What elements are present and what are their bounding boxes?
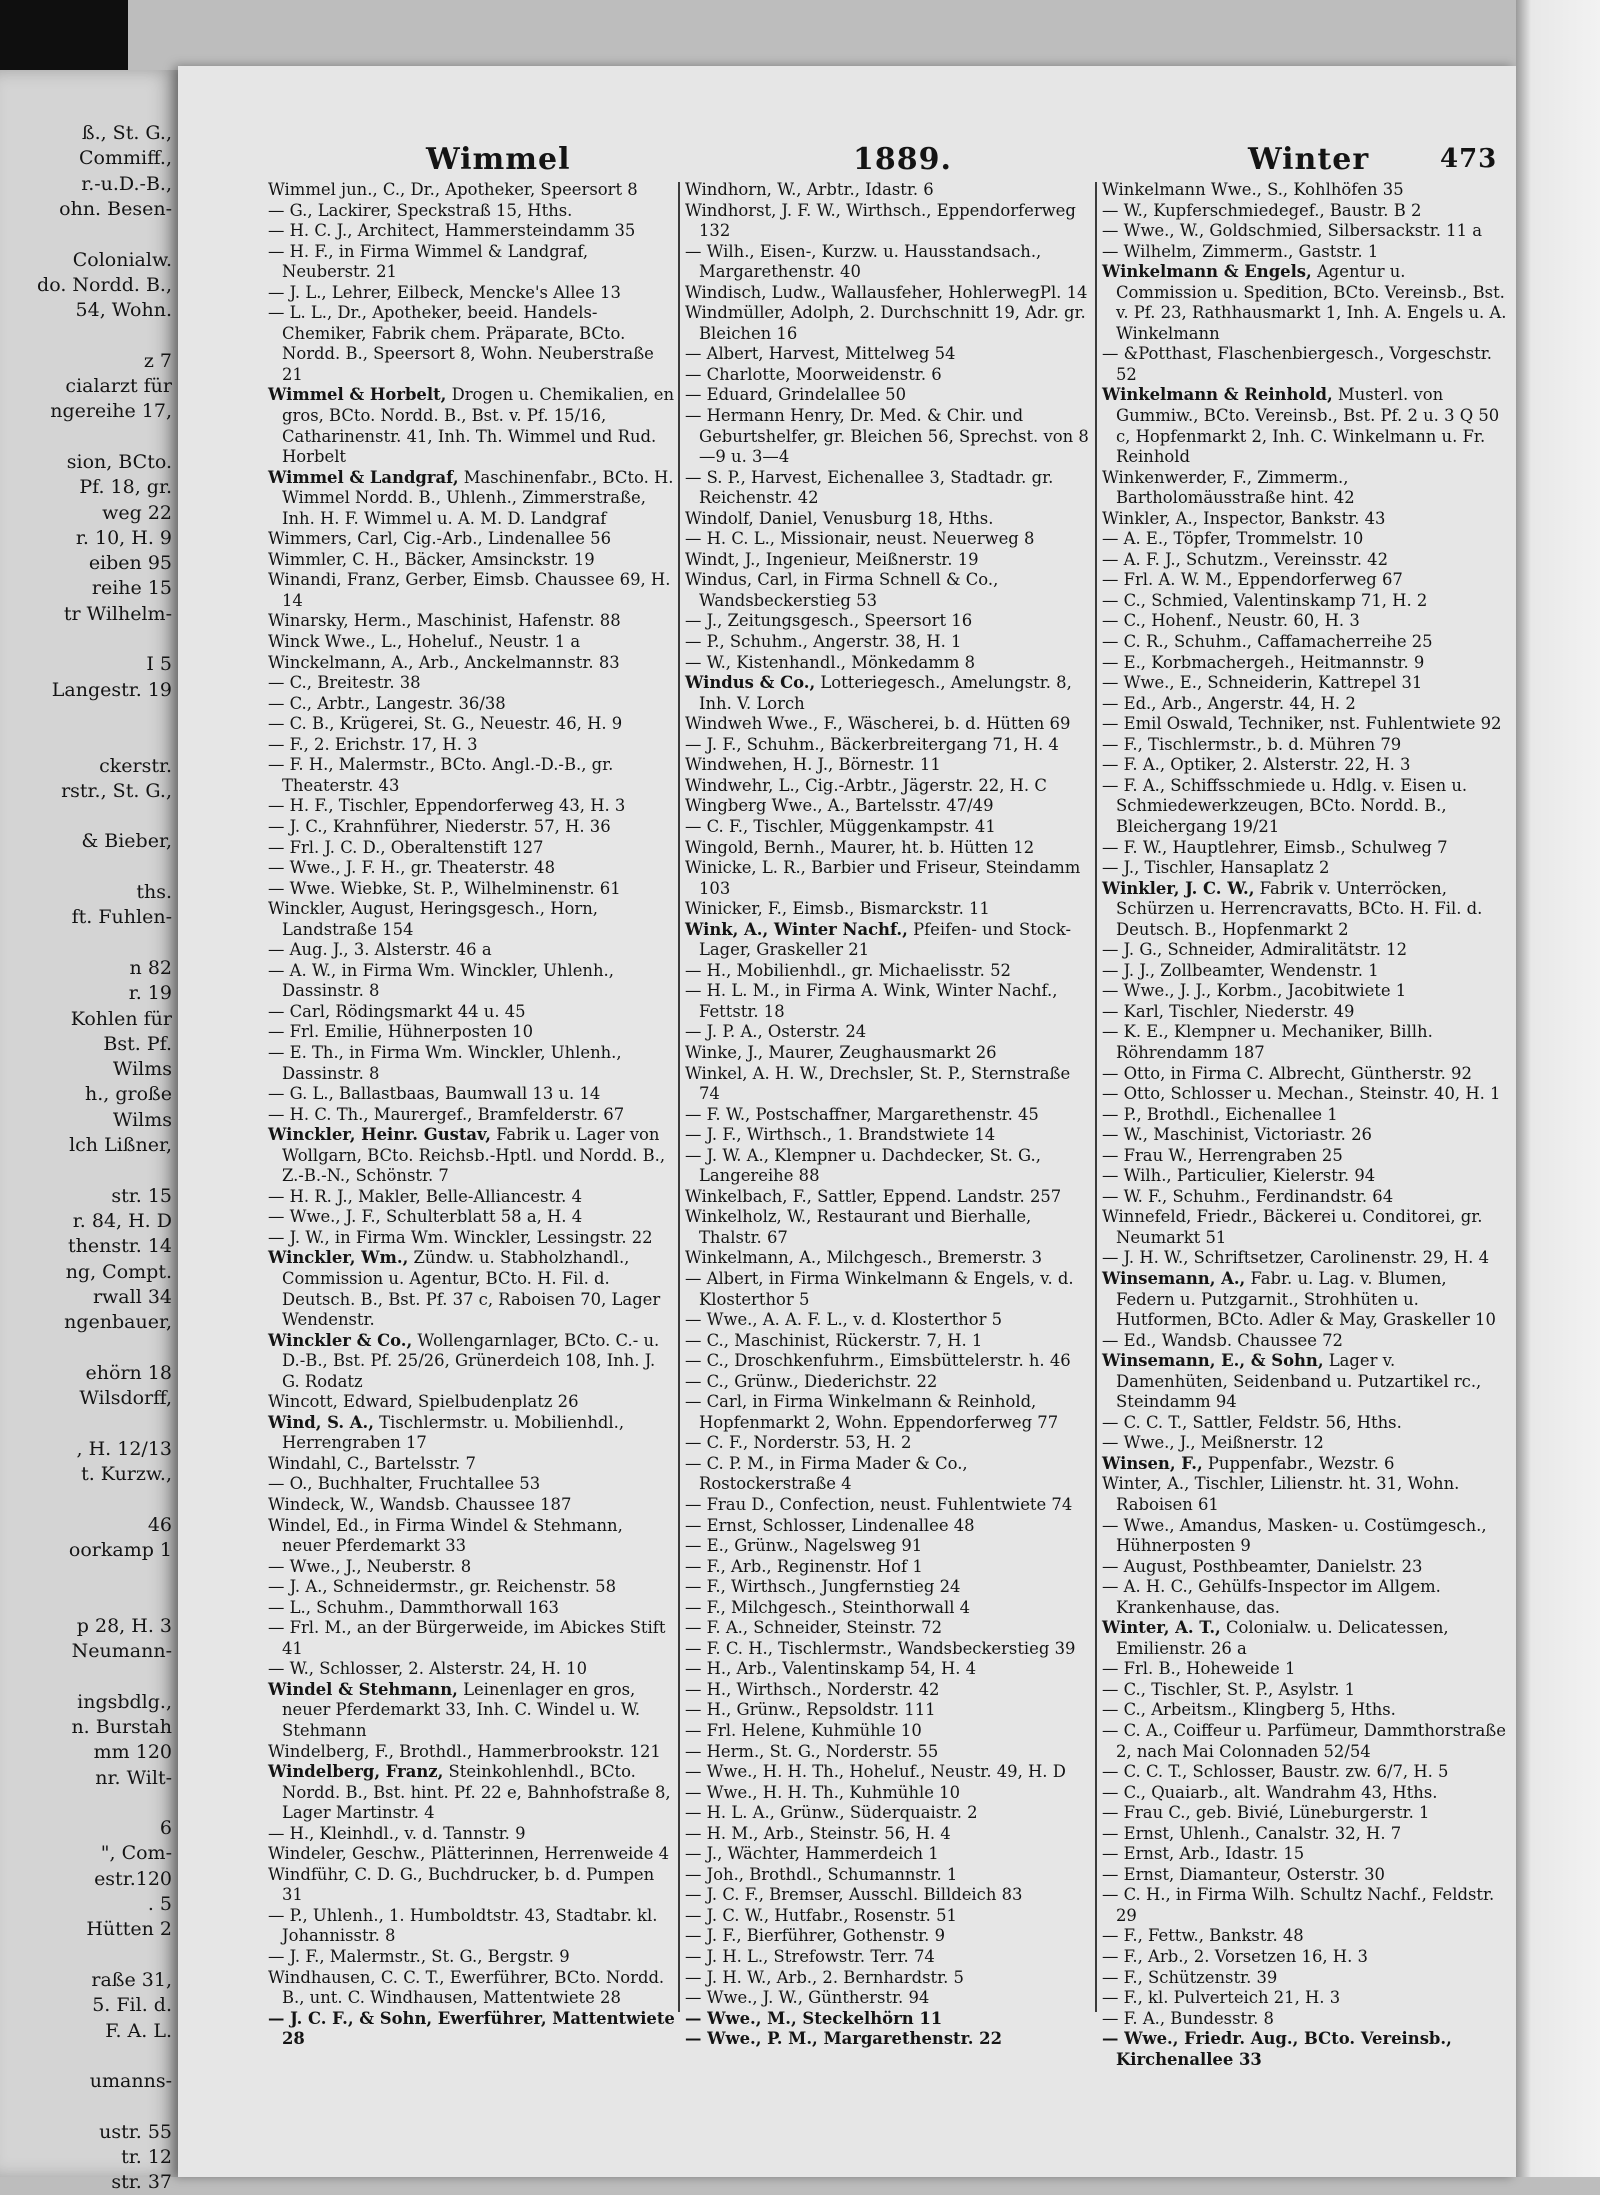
directory-entry: — J. H. W., Schriftsetzer, Carolinenstr. 29, H. 4: [1102, 1248, 1490, 1268]
left-page-line: thenstr. 14: [68, 1235, 172, 1258]
left-page-line: Wilms: [112, 1058, 172, 1081]
directory-entry: Wingberg Wwe., A., Bartelsstr. 47/49: [685, 796, 994, 816]
directory-entry: — C. C. T., Schlosser, Baustr. zw. 6/7, H. 5: [1102, 1762, 1449, 1782]
scan-black-corner: [0, 0, 128, 70]
directory-entry: — J. H. L., Strefowstr. Terr. 74: [685, 1947, 935, 1967]
directory-entry: — J. F., Malermstr., St. G., Bergstr. 9: [268, 1947, 570, 1967]
left-page-line: ß., St. G.,: [81, 122, 172, 144]
directory-entry: — Frl. B., Hoheweide 1: [1102, 1659, 1296, 1679]
directory-entry: Winckler, August, Heringsgesch., Horn, Landstraße 154: [268, 899, 598, 939]
left-page-line: h., große: [85, 1083, 172, 1106]
directory-entry: Wimmel & Horbelt, Drogen u. Chemikalien, en gros, BCto. Nordd. B., Bst. v. Pf. 15/16, Catharinenstr. 41, Inh. Th. Wimmel und Rud. Horbelt: [268, 385, 675, 467]
directory-entry: Windeck, W., Wandsb. Chaussee 187: [268, 1495, 572, 1514]
directory-entry: — A. H. C., Gehülfs-Inspector im Allgem. Krankenhause, das.: [1102, 1577, 1441, 1617]
directory-entry: Wimmers, Carl, Cig.-Arb., Lindenallee 56: [268, 529, 612, 549]
left-page-line: cialarzt für: [65, 375, 172, 397]
directory-entry: — J. C. F., Bremser, Ausschl. Billdeich 83: [685, 1885, 1023, 1905]
directory-entry: — August, Posthbeamter, Danielstr. 23: [1102, 1556, 1423, 1576]
directory-entry: — Wwe., P. M., Margarethenstr. 22: [685, 2029, 1002, 2049]
left-page-line: Kohlen für: [70, 1007, 172, 1030]
directory-entry: — Frl. M., an der Bürgerweide, im Abickes Stift 41: [268, 1618, 666, 1658]
directory-entry: — G. L., Ballastbaas, Baumwall 13 u. 14: [268, 1084, 601, 1104]
directory-entry: — H. C. Th., Maurergef., Bramfelderstr. 67: [268, 1104, 625, 1124]
directory-entry: — Wwe., Friedr. Aug., BCto. Vereinsb., Kirchenallee 33: [1102, 2029, 1452, 2069]
left-page-line: n. Burstah: [71, 1715, 172, 1738]
left-page-line: weg 22: [102, 501, 172, 524]
directory-entry: Winicke, L. R., Barbier und Friseur, Steindamm 103: [685, 858, 1081, 898]
directory-entry: — C. C. T., Sattler, Feldstr. 56, Hths.: [1102, 1412, 1402, 1432]
directory-entry: — Wwe., E., Schneiderin, Kattrepel 31: [1102, 673, 1423, 693]
directory-entry: Winckler, Wm., Zündw. u. Stabholzhandl., Commission u. Agentur, BCto. H. Fil. d. Deutsch. B., Bst. Pf. 37 c, Raboisen 70, Lager Wendenstr.: [268, 1248, 661, 1330]
directory-entry: — P., Brothdl., Eichenallee 1: [1102, 1104, 1338, 1124]
directory-entry: — F. A., Schiffsschmiede u. Hdlg. v. Eisen u. Schmiedewerkzeugen, BCto. Nordd. B., Bleichergang 19/21: [1102, 775, 1468, 836]
directory-entry: — H. F., Tischler, Eppendorferweg 43, H. 3: [268, 796, 626, 816]
left-page-line: nr. Wilt-: [95, 1766, 172, 1789]
left-page-line: ngereihe 17,: [50, 400, 172, 423]
directory-entry: Windahl, C., Bartelsstr. 7: [268, 1453, 476, 1473]
directory-entry: Wimmler, C. H., Bäcker, Amsinckstr. 19: [268, 549, 595, 569]
directory-entry: Winsemann, E., & Sohn, Lager v. Damenhüten, Seidenband u. Putzartikel rc., Steindamm 94: [1102, 1351, 1482, 1412]
left-page-line: . 5: [147, 1893, 172, 1915]
directory-entry: — Otto, in Firma C. Albrecht, Güntherstr. 92: [1102, 1063, 1472, 1083]
directory-entry: — H., Mobilienhdl., gr. Michaelisstr. 52: [685, 960, 1011, 980]
left-page-line: Neumann-: [71, 1640, 172, 1662]
directory-entry: — Aug. J., 3. Alsterstr. 46 a: [268, 940, 492, 960]
directory-entry: Winke, J., Maurer, Zeughausmarkt 26: [685, 1042, 997, 1062]
directory-entry: — Karl, Tischler, Niederstr. 49: [1102, 1001, 1355, 1021]
directory-entry: Winkelmann, A., Milchgesch., Bremerstr. 3: [685, 1248, 1043, 1268]
left-page-line: 54, Wohn.: [75, 299, 172, 322]
directory-entry: — Wwe. Wiebke, St. P., Wilhelminenstr. 61: [268, 878, 621, 898]
directory-entry: — W., Kupferschmiedegef., Baustr. B 2: [1102, 200, 1422, 220]
directory-entry: — H. C. L., Missionair, neust. Neuerweg 8: [685, 529, 1035, 549]
directory-entry: — C., Droschkenfuhrm., Eimsbüttelerstr. h. 46: [685, 1351, 1071, 1371]
directory-entry: — F. H., Malermstr., BCto. Angl.-D.-B., gr. Theaterstr. 43: [268, 755, 614, 795]
directory-entry: — H., Wirthsch., Norderstr. 42: [685, 1679, 940, 1699]
left-page-line: sion, BCto.: [66, 450, 172, 473]
directory-entry: — Albert, in Firma Winkelmann & Engels, v. d. Klosterthor 5: [685, 1268, 1074, 1309]
directory-entry: — J., Tischler, Hansaplatz 2: [1102, 858, 1330, 878]
directory-entry: — K. E., Klempner u. Mechaniker, Billh. Röhrendamm 187: [1102, 1022, 1433, 1062]
directory-entry: — Wwe., M., Steckelhörn 11: [685, 2008, 943, 2028]
directory-entry: — E., Korbmachergeh., Heitmannstr. 9: [1102, 652, 1425, 672]
directory-entry: Windhorn, W., Arbtr., Idastr. 6: [685, 180, 934, 199]
directory-entry: — Herm., St. G., Norderstr. 55: [685, 1741, 939, 1761]
left-page-line: ustr. 55: [99, 2120, 172, 2143]
directory-entry: — H., Grünw., Repsoldstr. 111: [685, 1700, 936, 1720]
left-page-line: Wilms: [112, 1108, 172, 1131]
directory-entry: — E., Grünw., Nagelsweg 91: [685, 1536, 923, 1556]
directory-entry: — J. C., Krahnführer, Niederstr. 57, H. 36: [268, 816, 611, 836]
directory-entry: — Wwe., J. W., Güntherstr. 94: [685, 1988, 930, 2008]
directory-entry: — Ed., Arb., Angerstr. 44, H. 2: [1102, 693, 1356, 713]
left-page-line: & Bieber,: [81, 830, 172, 853]
directory-entry: — J. F., Schuhm., Bäckerbreitergang 71, H. 4: [685, 734, 1059, 754]
left-page-line: lch Lißner,: [69, 1134, 172, 1156]
directory-entry: — Hermann Henry, Dr. Med. & Chir. und Geburtshelfer, gr. Bleichen 56, Sprechst. von 8—9 u. 3—4: [685, 406, 1089, 467]
left-page-line: , H. 12/13: [76, 1437, 172, 1460]
left-page-line: p 28, H. 3: [76, 1614, 172, 1637]
left-page-line: r. 10, H. 9: [75, 526, 172, 549]
directory-entry: Windeler, Geschw., Plätterinnen, Herrenweide 4: [268, 1844, 670, 1864]
directory-entry: — F., Wirthsch., Jungfernstieg 24: [685, 1577, 961, 1597]
directory-entry: — J. C. F., & Sohn, Ewerführer, Mattentwiete 28: [268, 2008, 675, 2049]
directory-entry: — Joh., Brothdl., Schumannstr. 1: [685, 1864, 958, 1884]
directory-entry: — Wwe., J. J., Korbm., Jacobitwiete 1: [1102, 981, 1407, 1001]
directory-entry: — Frl. A. W. M., Eppendorferweg 67: [1102, 570, 1403, 590]
directory-entry: — F., 2. Erichstr. 17, H. 3: [268, 734, 478, 754]
directory-entry: Wingold, Bernh., Maurer, ht. b. Hütten 12: [685, 837, 1035, 857]
left-page-line: 46: [147, 1513, 172, 1536]
left-page-line: eiben 95: [88, 552, 172, 575]
directory-entry: — H., Kleinhdl., v. d. Tannstr. 9: [268, 1823, 526, 1843]
directory-entry: — J. A., Schneidermstr., gr. Reichenstr. 58: [268, 1577, 617, 1597]
left-page-line: ng, Compt.: [65, 1260, 172, 1283]
directory-entry: — Frau W., Herrengraben 25: [1102, 1145, 1343, 1165]
directory-entry: — H. R. J., Makler, Belle-Alliancestr. 4: [268, 1186, 583, 1206]
left-page-line: ngenbauer,: [64, 1311, 172, 1334]
directory-entry: — C. B., Krügerei, St. G., Neuestr. 46, H. 9: [268, 714, 623, 734]
directory-entry: Windus & Co., Lotteriegesch., Amelungstr. 8, Inh. V. Lorch: [685, 673, 1072, 713]
directory-entry: — C., Breitestr. 38: [268, 673, 421, 693]
directory-entry: — Wwe., J. F., Schulterblatt 58 a, H. 4: [268, 1207, 583, 1227]
directory-entry: — H., Arb., Valentinskamp 54, H. 4: [685, 1659, 977, 1679]
directory-entry: — O., Buchhalter, Fruchtallee 53: [268, 1474, 541, 1494]
directory-entry: Winarsky, Herm., Maschinist, Hafenstr. 88: [268, 611, 621, 631]
directory-entry: Wimmel jun., C., Dr., Apotheker, Speersort 8: [268, 180, 638, 199]
directory-entry: Windel, Ed., in Firma Windel & Stehmann, neuer Pferdemarkt 33: [268, 1515, 623, 1556]
left-page-line: Hütten 2: [86, 1918, 172, 1941]
directory-entry: — C., Arbtr., Langestr. 36/38: [268, 693, 506, 713]
directory-entry: Windus, Carl, in Firma Schnell & Co., Wandsbeckerstieg 53: [685, 570, 999, 610]
left-page-line: tr Wilhelm-: [63, 602, 172, 625]
directory-entry: — Frl. Emilie, Hühnerposten 10: [268, 1022, 534, 1042]
directory-entry: — Wwe., H. H. Th., Kuhmühle 10: [685, 1782, 961, 1802]
directory-entry: — Ed., Wandsb. Chaussee 72: [1102, 1330, 1343, 1350]
directory-entry: — C. H., in Firma Wilh. Schultz Nachf., Feldstr. 29: [1102, 1885, 1495, 1925]
directory-entry: — F. A., Bundesstr. 8: [1102, 2008, 1274, 2028]
directory-entry: — Carl, in Firma Winkelmann & Reinhold, Hopfenmarkt 2, Wohn. Eppendorferweg 77: [685, 1392, 1059, 1432]
directory-entry: — J. J., Zollbeamter, Wendenstr. 1: [1102, 960, 1379, 980]
directory-entry: Winckler & Co., Wollengarnlager, BCto. C.- u. D.-B., Bst. Pf. 25/26, Grünerdeich 108, Inh. J. G. Rodatz: [268, 1330, 660, 1391]
directory-entry: — Frau D., Confection, neust. Fuhlentwiete 74: [685, 1495, 1073, 1514]
directory-entry: — Wwe., J., Neuberstr. 8: [268, 1556, 472, 1576]
directory-entry: — W. F., Schuhm., Ferdinandstr. 64: [1102, 1186, 1394, 1206]
left-page-line: ths.: [136, 881, 172, 903]
directory-entry: — H. C. J., Architect, Hammersteindamm 35: [268, 221, 636, 241]
left-page-line: I 5: [146, 653, 172, 676]
directory-entry: — Wilh., Eisen-, Kurzw. u. Hausstandsach., Margarethenstr. 40: [685, 241, 1042, 282]
directory-entry: — F., Arb., Reginenstr. Hof 1: [685, 1556, 923, 1576]
directory-entry: — Ernst, Arb., Idastr. 15: [1102, 1844, 1305, 1864]
directory-entry: — J. F., Bierführer, Gothenstr. 9: [685, 1926, 945, 1946]
left-page-line: 6: [159, 1817, 172, 1840]
directory-entry: Winsemann, A., Fabr. u. Lag. v. Blumen, Federn u. Putzgarnit., Strohhüten u. Hutformen, BCto. Adler & May, Graskeller 10: [1102, 1268, 1496, 1330]
directory-entry: — Wwe., Amandus, Masken- u. Costümgesch., Hühnerposten 9: [1102, 1515, 1487, 1556]
directory-entry: — Wilhelm, Zimmerm., Gaststr. 1: [1102, 241, 1379, 261]
directory-entry: — L., Schuhm., Dammthorwall 163: [268, 1597, 559, 1617]
directory-entry: — H. F., in Firma Wimmel & Landgraf, Neuberstr. 21: [268, 241, 589, 282]
left-page-line: rwall 34: [92, 1285, 172, 1308]
directory-entry: — F. A., Optiker, 2. Alsterstr. 22, H. 3: [1102, 755, 1411, 775]
directory-entry: — C. R., Schuhm., Caffamacherreihe 25: [1102, 632, 1433, 652]
scan-right-margin: [1516, 0, 1600, 2177]
directory-entry: — H. L. A., Grünw., Süderquaistr. 2: [685, 1803, 978, 1823]
directory-entry: — A. W., in Firma Wm. Winckler, Uhlenh., Dassinstr. 8: [268, 960, 614, 1001]
directory-entry: — C. F., Norderstr. 53, H. 2: [685, 1433, 912, 1453]
page-number: 473: [1440, 144, 1498, 174]
directory-entry: Windel & Stehmann, Leinenlager en gros, neuer Pferdemarkt 33, Inh. C. Windel u. W. Stehmann: [268, 1679, 641, 1741]
directory-entry: Winkenwerder, F., Zimmerm., Bartholomäusstraße hint. 42: [1102, 467, 1355, 508]
directory-entry: — Wilh., Particulier, Kielerstr. 94: [1102, 1166, 1376, 1186]
directory-entry: — Wwe., A. A. F. L., v. d. Klosterthor 5: [685, 1310, 1003, 1330]
directory-entry: — C., Hohenf., Neustr. 60, H. 3: [1102, 611, 1360, 631]
directory-entry: — J., Wächter, Hammerdeich 1: [685, 1844, 939, 1864]
left-page-line: estr.120: [94, 1867, 172, 1890]
directory-entry: Winkelmann & Reinhold, Musterl. von Gummiw., BCto. Vereinsb., Bst. Pf. 2 u. 3 Q 50 c, Hopfenmarkt 2, Inh. C. Winkelmann u. Fr. Reinhold: [1102, 385, 1500, 467]
directory-entry: — J. W., in Firma Wm. Winckler, Lessingstr. 22: [268, 1227, 653, 1247]
left-page-line: do. Nordd. B.,: [37, 273, 172, 296]
directory-entry: — J. P. A., Osterstr. 24: [685, 1022, 867, 1042]
left-page-line: z 7: [143, 349, 172, 372]
column-rule: [1095, 182, 1097, 2012]
directory-entry: Windhausen, C. C. T., Ewerführer, BCto. Nordd. B., unt. C. Windhausen, Mattentwiete 28: [268, 1967, 665, 2008]
left-page-line: reihe 15: [91, 577, 172, 600]
directory-entry: Windt, J., Ingenieur, Meißnerstr. 19: [685, 549, 979, 569]
left-page-line: 5. Fil. d.: [92, 1994, 172, 2017]
left-page-line: str. 37: [111, 2171, 172, 2194]
directory-entry: Winandi, Franz, Gerber, Eimsb. Chaussee 69, H. 14: [268, 570, 671, 610]
directory-entry: Windwehr, L., Cig.-Arbtr., Jägerstr. 22, H. C: [685, 775, 1047, 795]
column-2: [685, 180, 1093, 2050]
directory-entry: — Frl. Helene, Kuhmühle 10: [685, 1721, 922, 1741]
left-page-line: t. Kurzw.,: [81, 1462, 172, 1485]
directory-entry: — A. E., Töpfer, Trommelstr. 10: [1102, 529, 1364, 549]
directory-entry: — G., Lackirer, Speckstraß 15, Hths.: [268, 200, 573, 220]
left-page-fragment: [0, 70, 178, 2194]
left-page-line: r. 84, H. D: [72, 1209, 172, 1232]
directory-entry: — F. W., Postschaffner, Margarethenstr. 45: [685, 1104, 1039, 1124]
left-page-line: Wilsdorff,: [79, 1387, 172, 1409]
directory-entry: Winkelmann & Engels, Agentur u. Commission u. Spedition, BCto. Vereinsb., Bst. v. Pf. 23, Rathhausmarkt 1, Inh. A. Engels u. A. Winkelmann: [1102, 262, 1507, 343]
directory-entry: — F., Milchgesch., Steinthorwall 4: [685, 1597, 971, 1617]
directory-entry: — C., Grünw., Diederichstr. 22: [685, 1371, 938, 1391]
left-page-line: ckerstr.: [99, 754, 172, 777]
directory-entry: — W., Kistenhandl., Mönkedamm 8: [685, 652, 976, 672]
column-rule: [678, 182, 680, 2012]
directory-entry: — F., Arb., 2. Vorsetzen 16, H. 3: [1102, 1947, 1368, 1967]
directory-entry: — J. F., Wirthsch., 1. Brandstwiete 14: [685, 1125, 996, 1145]
directory-entry: — C., Schmied, Valentinskamp 71, H. 2: [1102, 590, 1428, 610]
left-page-line: Langestr. 19: [51, 678, 172, 701]
directory-entry: Windmüller, Adolph, 2. Durchschnitt 19, Adr. gr. Bleichen 16: [685, 303, 1086, 343]
left-page-line: str. 15: [111, 1184, 172, 1207]
directory-entry: — Ernst, Diamanteur, Osterstr. 30: [1102, 1864, 1385, 1884]
directory-entry: Wind, S. A., Tischlermstr. u. Mobilienhdl., Herrengraben 17: [268, 1412, 625, 1453]
left-page-line: n 82: [129, 956, 172, 979]
left-page-line: oorkamp 1: [68, 1538, 172, 1561]
directory-entry: — J. L., Lehrer, Eilbeck, Mencke's Allee 13: [268, 282, 621, 302]
directory-entry: — Ernst, Uhlenh., Canalstr. 32, H. 7: [1102, 1823, 1402, 1843]
directory-entry: — C., Quaiarb., alt. Wandrahm 43, Hths.: [1102, 1782, 1438, 1802]
directory-entry: — C., Arbeitsm., Klingberg 5, Hths.: [1102, 1700, 1396, 1720]
left-page-line: r.-u.D.-B.,: [81, 172, 172, 195]
left-page-line: Pf. 18, gr.: [79, 476, 172, 499]
directory-entry: — J., Zeitungsgesch., Speersort 16: [685, 611, 973, 631]
directory-entry: — F. W., Hauptlehrer, Eimsb., Schulweg 7: [1102, 837, 1448, 857]
directory-entry: Wincott, Edward, Spielbudenplatz 26: [268, 1392, 579, 1412]
left-page-line: ingsbdlg.,: [77, 1690, 172, 1713]
directory-entry: — S. P., Harvest, Eichenallee 3, Stadtadr. gr. Reichenstr. 42: [685, 467, 1054, 508]
directory-entry: — C., Tischler, St. P., Asylstr. 1: [1102, 1679, 1356, 1699]
directory-entry: Winckler, Heinr. Gustav, Fabrik u. Lager von Wollgarn, BCto. Reichsb.-Hptl. und Nordd. B., Z.-B.-N., Schönstr. 7: [268, 1125, 666, 1186]
left-page-line: tr. 12: [121, 2146, 172, 2168]
directory-entry: — C. F., Tischler, Müggenkampstr. 41: [685, 816, 996, 836]
directory-entry: — F. C. H., Tischlermstr., Wandsbeckerstieg 39: [685, 1638, 1076, 1658]
directory-entry: Windweh Wwe., F., Wäscherei, b. d. Hütten 69: [685, 714, 1071, 734]
directory-entry: Winsen, F., Puppenfabr., Wezstr. 6: [1102, 1453, 1395, 1473]
directory-entry: Windführ, C. D. G., Buchdrucker, b. d. Pumpen 31: [268, 1864, 655, 1905]
directory-entry: — H. M., Arb., Steinstr. 56, H. 4: [685, 1823, 951, 1843]
left-page-line: raße 31,: [91, 1968, 172, 1991]
directory-entry: Windwehen, H. J., Börnestr. 11: [685, 755, 941, 775]
header-left-catchword: Wimmel: [426, 142, 571, 177]
directory-entry: — P., Schuhm., Angerstr. 38, H. 1: [685, 632, 962, 652]
directory-entry: Winkel, A. H. W., Drechsler, St. P., Sternstraße 74: [685, 1063, 1071, 1104]
directory-entry: — Wwe., J., Meißnerstr. 12: [1102, 1433, 1324, 1453]
left-page-line: ohn. Besen-: [59, 197, 172, 220]
directory-entry: Wink, A., Winter Nachf., Pfeifen- und Stock-Lager, Graskeller 21: [685, 919, 1072, 960]
directory-entry: — J. W. A., Klempner u. Dachdecker, St. G., Langereihe 88: [685, 1145, 1041, 1186]
directory-entry: Windisch, Ludw., Wallausfeher, HohlerwegPl. 14: [685, 282, 1088, 302]
directory-entry: Winicker, F., Eimsb., Bismarckstr. 11: [685, 899, 990, 919]
header-year: 1889.: [853, 142, 952, 177]
directory-entry: — Emil Oswald, Techniker, nst. Fuhlentwiete 92: [1102, 714, 1502, 734]
directory-entry: — F., kl. Pulverteich 21, H. 3: [1102, 1988, 1341, 2008]
directory-entry: Winter, A., Tischler, Lilienstr. ht. 31, Wohn. Raboisen 61: [1102, 1474, 1460, 1514]
left-page-line: Colonialw.: [72, 248, 172, 271]
left-page-line: mm 120: [93, 1741, 172, 1764]
directory-entry: — E. Th., in Firma Wm. Winckler, Uhlenh., Dassinstr. 8: [268, 1042, 622, 1083]
directory-entry: — C. A., Coiffeur u. Parfümeur, Dammthorstraße 2, nach Mai Colonnaden 52/54: [1102, 1721, 1506, 1761]
directory-entry: Windolf, Daniel, Venusburg 18, Hths.: [685, 508, 994, 528]
directory-entry: — Wwe., J. F. H., gr. Theaterstr. 48: [268, 858, 556, 878]
directory-entry: — &Potthast, Flaschenbiergesch., Vorgeschstr. 52: [1102, 344, 1492, 384]
directory-entry: — H. L. M., in Firma A. Wink, Winter Nachf., Fettstr. 18: [685, 981, 1058, 1021]
left-page-line: ", Com-: [100, 1842, 172, 1865]
directory-entry: — F., Tischlermstr., b. d. Mühren 79: [1102, 734, 1402, 754]
directory-entry: — F. A., Schneider, Steinstr. 72: [685, 1618, 943, 1638]
left-page-line: ehörn 18: [85, 1361, 172, 1384]
left-page-line: Commiff.,: [79, 147, 172, 170]
directory-entry: — C., Maschinist, Rückerstr. 7, H. 1: [685, 1330, 983, 1350]
left-page-line: rstr., St. G.,: [61, 779, 172, 802]
directory-entry: — J. C. W., Hutfabr., Rosenstr. 51: [685, 1905, 957, 1925]
directory-entry: — A. F. J., Schutzm., Vereinsstr. 42: [1102, 549, 1389, 569]
directory-entry: Winkelholz, W., Restaurant und Bierhalle, Thalstr. 67: [685, 1207, 1032, 1247]
left-page-line: r. 19: [128, 982, 172, 1005]
directory-entry: — Carl, Rödingsmarkt 44 u. 45: [268, 1001, 526, 1021]
directory-entry: — Frl. J. C. D., Oberaltenstift 127: [268, 837, 544, 857]
left-page-line: umanns-: [89, 2070, 172, 2093]
directory-entry: Winkelbach, F., Sattler, Eppend. Landstr. 257: [685, 1186, 1062, 1206]
directory-entry: Winckelmann, A., Arb., Anckelmannstr. 83: [268, 652, 620, 672]
left-page-line: Bst. Pf.: [103, 1032, 172, 1055]
directory-entry: Windelberg, Franz, Steinkohlenhdl., BCto. Nordd. B., Bst. hint. Pf. 22 e, Bahnhofstraße 8, Lager Martinstr. 4: [268, 1762, 671, 1823]
directory-entry: — F., Schützenstr. 39: [1102, 1967, 1278, 1987]
directory-entry: Windelberg, F., Brothdl., Hammerbrookstr. 121: [268, 1741, 661, 1761]
directory-entry: — W., Maschinist, Victoriastr. 26: [1102, 1125, 1372, 1145]
directory-entry: — Wwe., H. H. Th., Hoheluf., Neustr. 49, H. D: [685, 1762, 1066, 1782]
header-right-catchword: Winter: [1248, 142, 1370, 177]
directory-entry: Winkler, J. C. W., Fabrik v. Unterröcken, Schürzen u. Herrencravatts, BCto. H. Fil. d. Deutsch. B., Hopfenmarkt 2: [1102, 878, 1483, 939]
directory-entry: — F., Fettw., Bankstr. 48: [1102, 1926, 1304, 1946]
directory-entry: Windhorst, J. F. W., Wirthsch., Eppendorferweg 132: [685, 200, 1076, 241]
directory-entry: — Charlotte, Moorweidenstr. 6: [685, 364, 942, 384]
directory-entry: — L. L., Dr., Apotheker, beeid. Handels-Chemiker, Fabrik chem. Präparate, BCto. Nordd. B., Speersort 8, Wohn. Neuberstraße 21: [268, 303, 654, 384]
left-page-line: ft. Fuhlen-: [71, 906, 172, 929]
directory-entry: — C. P. M., in Firma Mader & Co., Rostockerstraße 4: [685, 1453, 968, 1494]
column-3: [1102, 180, 1510, 2070]
directory-entry: — P., Uhlenh., 1. Humboldtstr. 43, Stadtabr. kl. Johannisstr. 8: [268, 1905, 658, 1946]
directory-entry: — J. G., Schneider, Admiralitätstr. 12: [1102, 940, 1408, 960]
page-header: [178, 136, 1516, 180]
directory-entry: Winkler, A., Inspector, Bankstr. 43: [1102, 508, 1386, 528]
directory-page: [178, 66, 1516, 2177]
directory-entry: — Frau C., geb. Bivié, Lüneburgerstr. 1: [1102, 1803, 1430, 1823]
directory-entry: — Eduard, Grindelallee 50: [685, 385, 907, 405]
directory-entry: — J. H. W., Arb., 2. Bernhardstr. 5: [685, 1967, 964, 1987]
directory-entry: — Albert, Harvest, Mittelweg 54: [685, 344, 956, 364]
directory-entry: Wimmel & Landgraf, Maschinenfabr., BCto. H. Wimmel Nordd. B., Uhlenh., Zimmerstraße, Inh. H. F. Wimmel u. A. M. D. Landgraf: [268, 467, 674, 528]
directory-entry: — Otto, Schlosser u. Mechan., Steinstr. 40, H. 1: [1102, 1084, 1501, 1104]
directory-entry: — Ernst, Schlosser, Lindenallee 48: [685, 1515, 975, 1535]
directory-entry: Winkelmann Wwe., S., Kohlhöfen 35: [1102, 180, 1404, 199]
directory-entry: Winnefeld, Friedr., Bäckerei u. Conditorei, gr. Neumarkt 51: [1102, 1207, 1483, 1247]
column-1: [268, 180, 676, 2050]
directory-entry: Winck Wwe., L., Hoheluf., Neustr. 1 a: [268, 632, 581, 652]
directory-entry: — Wwe., W., Goldschmied, Silbersackstr. 11 a: [1102, 221, 1482, 241]
left-page-line: F. A. L.: [105, 2019, 172, 2042]
directory-entry: Winter, A. T., Colonialw. u. Delicatessen, Emilienstr. 26 a: [1102, 1618, 1449, 1658]
directory-entry: — W., Schlosser, 2. Alsterstr. 24, H. 10: [268, 1659, 588, 1679]
